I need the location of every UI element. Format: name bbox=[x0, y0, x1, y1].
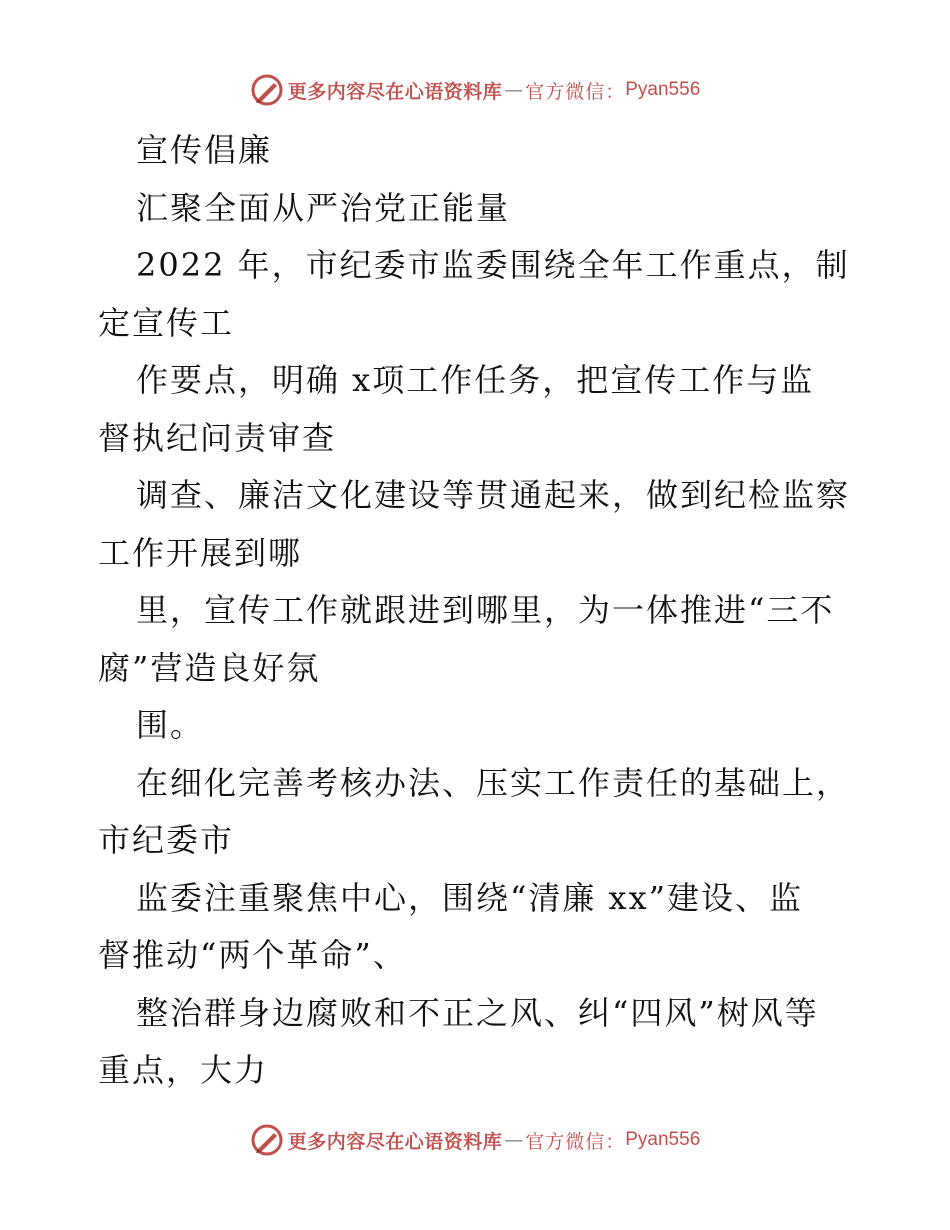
text-line: 工作开展到哪 bbox=[98, 533, 303, 572]
watermark-account: Pyan556 bbox=[625, 1129, 701, 1150]
text-line: 2022 年，市纪委市监委围绕全年工作重点，制 bbox=[136, 246, 850, 284]
text-line: 里，宣传工作就跟进到哪里，为一体推进“三不 bbox=[136, 591, 835, 629]
watermark-dash: — bbox=[504, 79, 524, 101]
text-line: 围。 bbox=[136, 706, 205, 744]
text-line: 整治群身边腐败和不正之风、纠“四风”树风等 bbox=[136, 993, 819, 1032]
text-line: 重点，大力 bbox=[98, 1051, 269, 1089]
text-line: 宣传倡廉 bbox=[136, 131, 273, 169]
watermark-sub-text: 官方微信： bbox=[525, 80, 626, 103]
text-line: 市纪委市 bbox=[98, 821, 235, 859]
footer-watermark bbox=[0, 1120, 950, 1160]
text-line: 督执纪问责审查 bbox=[98, 418, 337, 457]
text-line: 督推动“两个革命”、 bbox=[98, 936, 407, 974]
pen-logo-icon bbox=[250, 1123, 284, 1157]
watermark-main-text: 更多内容尽在心语资料库 bbox=[287, 80, 503, 103]
watermark-main-text: 更多内容尽在心语资料库 bbox=[287, 1130, 503, 1153]
text-line: 作要点，明确 x项工作任务，把宣传工作与监 bbox=[136, 361, 815, 399]
watermark-sub-text: 官方微信： bbox=[525, 1130, 626, 1153]
text-line: 定宣传工 bbox=[98, 303, 235, 342]
text-line: 汇聚全面从严治党正能量 bbox=[136, 188, 511, 227]
header-watermark bbox=[0, 70, 950, 110]
document-body bbox=[98, 122, 858, 1100]
text-line: 监委注重聚焦中心，围绕“清廉 xx”建设、监 bbox=[136, 878, 803, 917]
text-line: 调查、廉洁文化建设等贯通起来，做到纪检监察 bbox=[136, 476, 851, 514]
watermark-account: Pyan556 bbox=[625, 79, 701, 100]
text-line: 在细化完善考核办法、压实工作责任的基础上， bbox=[136, 763, 851, 802]
text-line: 腐”营造良好氛 bbox=[98, 648, 321, 687]
watermark-dash: — bbox=[504, 1129, 524, 1151]
pen-logo-icon bbox=[250, 73, 284, 107]
